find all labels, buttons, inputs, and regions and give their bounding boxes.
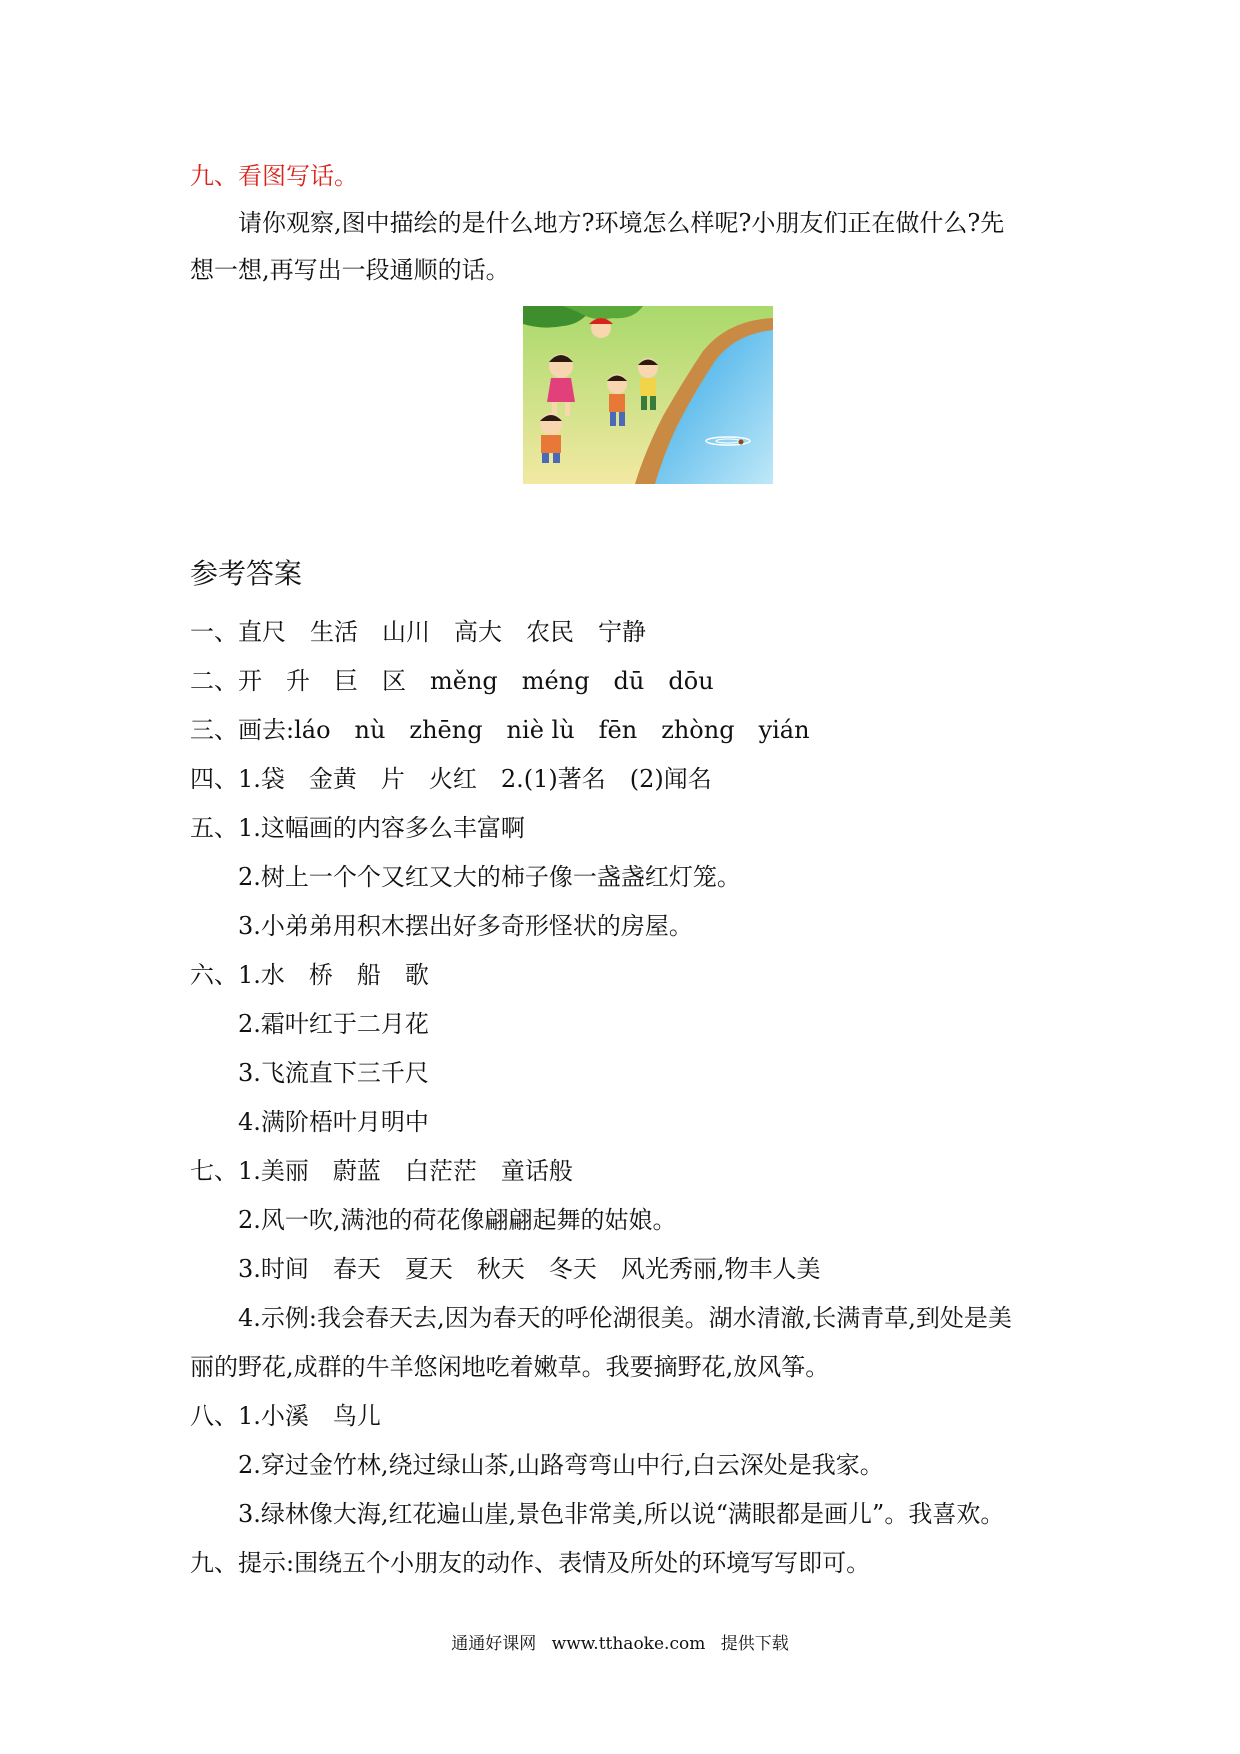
picture-writing-illustration	[523, 306, 773, 484]
answer-line: 3.小弟弟用积木摆出好多奇形怪状的房屋。	[238, 912, 693, 940]
question-9-prompt-line-2: 想一想,再写出一段通顺的话。	[190, 256, 510, 284]
children-by-lake-illustration	[523, 306, 773, 484]
answer-line: 八、1.小溪 鸟儿	[190, 1402, 381, 1430]
answer-line: 4.示例:我会春天去,因为春天的呼伦湖很美。湖水清澈,长满青草,到处是美	[238, 1304, 1012, 1332]
answer-line: 3.飞流直下三千尺	[238, 1059, 429, 1087]
answers-title: 参考答案	[190, 557, 303, 590]
question-9-prompt-line-1: 请你观察,图中描绘的是什么地方?环境怎么样呢?小朋友们正在做什么?先	[238, 209, 1005, 237]
answer-line: 2.霜叶红于二月花	[238, 1010, 429, 1038]
answer-line: 丽的野花,成群的牛羊悠闲地吃着嫩草。我要摘野花,放风筝。	[190, 1353, 830, 1381]
answer-line: 四、1.袋 金黄 片 火红 2.(1)著名 (2)闻名	[190, 765, 712, 793]
footer-action: 提供下载	[720, 1634, 789, 1654]
answer-line: 七、1.美丽 蔚蓝 白茫茫 童话般	[190, 1157, 573, 1185]
answer-line: 五、1.这幅画的内容多么丰富啊	[190, 814, 525, 842]
answer-line: 3.绿林像大海,红花遍山崖,景色非常美,所以说“满眼都是画儿”。我喜欢。	[238, 1500, 1005, 1528]
page-footer	[0, 1632, 1240, 1656]
footer-url[interactable]: www.tthaoke.com	[551, 1634, 706, 1654]
answer-line: 一、直尺 生活 山川 高大 农民 宁静	[190, 618, 646, 646]
question-9-heading: 九、看图写话。	[190, 162, 358, 190]
answer-line: 3.时间 春天 夏天 秋天 冬天 风光秀丽,物丰人美	[238, 1255, 821, 1283]
answer-line: 2.穿过金竹林,绕过绿山茶,山路弯弯山中行,白云深处是我家。	[238, 1451, 884, 1479]
answer-line: 九、提示:围绕五个小朋友的动作、表情及所处的环境写写即可。	[190, 1549, 871, 1577]
answer-line: 二、开 升 巨 区 měng méng dū dōu	[190, 667, 714, 695]
answer-line: 六、1.水 桥 船 歌	[190, 961, 429, 989]
answer-line: 三、画去:láo nù zhēng niè lù fēn zhòng yián	[190, 716, 810, 744]
answer-line: 2.树上一个个又红又大的柿子像一盏盏红灯笼。	[238, 863, 741, 891]
answer-line: 4.满阶梧叶月明中	[238, 1108, 429, 1136]
answer-line: 2.风一吹,满池的荷花像翩翩起舞的姑娘。	[238, 1206, 677, 1234]
footer-site-name: 通通好课网	[451, 1634, 537, 1654]
